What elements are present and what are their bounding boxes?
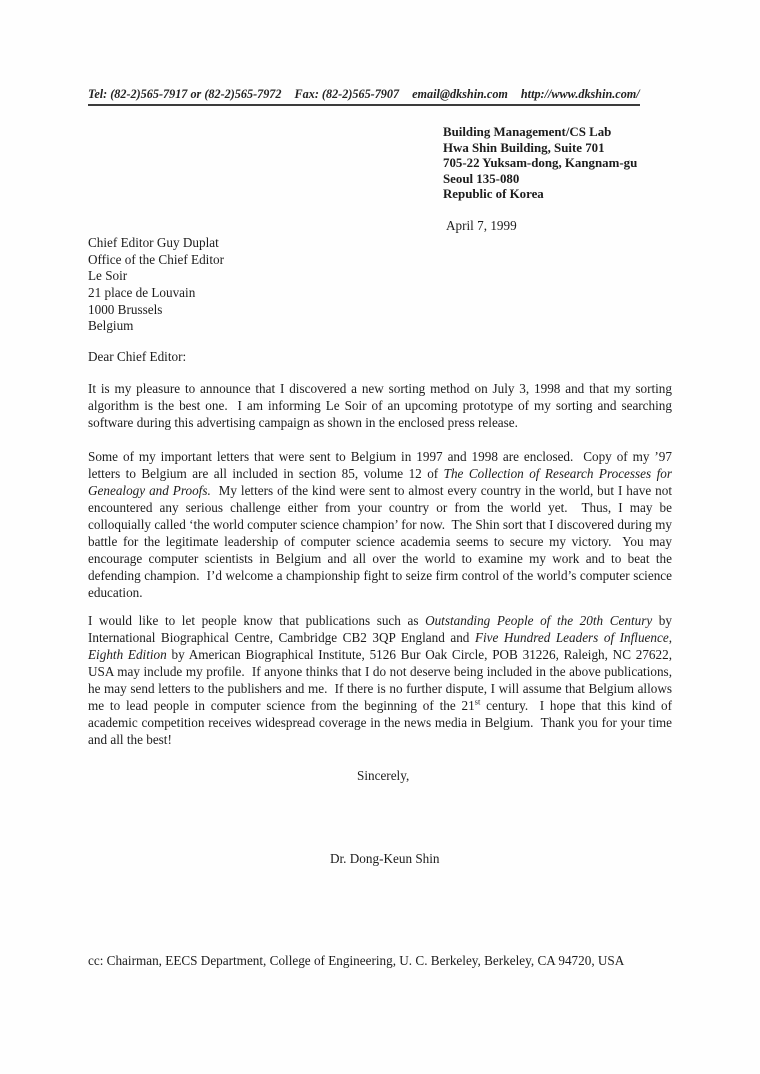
recipient-address-block [88, 235, 672, 335]
body-paragraph-3: I would like to let people know that publications such as Outstanding People of the 20th Century by International Biographical Centre, Cambridge CB2 3QP England and Five Hundred Leaders of Influence, Eighth Edition by American Biographical Institute, 5126 Bur Oak Circle, POB 31226, Raleigh, NC 27622, USA may include my profile. If anyone thinks that I do not deserve being included in the above publications, he may send letters to the publishers and me. If there is no further dispute, I will assume that Belgium allows me to lead people in computer science from the beginning of the 21st century. I hope that this kind of academic competition receives widespread coverage in the news media in Belgium. Thank you for your time and all the best! [88, 613, 676, 748]
sender-address-line: Hwa Shin Building, Suite 701 [443, 140, 605, 155]
body-paragraph-2: Some of my important letters that were sent to Belgium in 1997 and 1998 are enclosed. Copy of my ’97 letters to Belgium are all included in section 85, volume 12 of The Collection of Research Processes for Genealogy and Proofs. My letters of the kind were sent to almost every country in the world, but I have not encountered any serious challenge either from your country or from the world yet. Thus, I may be colloquially called ‘the world computer science champion’ for now. The Shin sort that I discovered during my battle for the legitimate leadership of computer science academia seems to secure my victory. You may encourage computer scientists in Belgium and all over the world to examine my work and to beat the defending champion. I’d welcome a championship fight to seize firm control of the world’s computer science education. [88, 449, 676, 601]
sender-address-line: Building Management/CS Lab [443, 125, 612, 139]
email-text: email@dkshin.com [412, 87, 508, 101]
website-text: http://www.dkshin.com/ [520, 87, 640, 101]
date-line: April 7, 1999 [446, 217, 517, 233]
cc-line: cc: Chairman, EECS Department, College of Engineering, U. C. Berkeley, Berkeley, CA 94720, USA [88, 953, 625, 969]
sender-address-block [443, 125, 672, 203]
body-paragraph-1: It is my pleasure to announce that I discovered a new sorting method on July 3, 1998 and that my sorting algorithm is the best one. I am informing Le Soir of an upcoming prototype of my sorting and searching software during this advertising campaign as shown in the enclosed press release. [88, 381, 676, 431]
recipient-address-line: Le Soir [88, 268, 128, 284]
closing-sincerely: Sincerely, [357, 768, 410, 784]
recipient-address-line: 1000 Brussels [88, 301, 163, 317]
signature-name: Dr. Dong-Keun Shin [330, 851, 440, 867]
sender-address-line: Seoul 135-080 [443, 171, 520, 186]
recipient-address-line: Chief Editor Guy Duplat [88, 234, 219, 250]
sender-address-line: 705-22 Yuksam-dong, Kangnam-gu [443, 156, 638, 171]
header-contact-line [88, 87, 640, 106]
recipient-address-line: Belgium [88, 318, 134, 334]
fax-text: Fax: (82-2)565-7907 [294, 87, 400, 101]
telephone-text: Tel: (82-2)565-7917 or (82-2)565-7972 [88, 87, 282, 101]
header-contact-row [88, 86, 672, 106]
salutation: Dear Chief Editor: [88, 349, 187, 365]
sender-address-line: Republic of Korea [443, 187, 544, 202]
recipient-address-line: 21 place de Louvain [88, 285, 196, 301]
recipient-address-line: Office of the Chief Editor [88, 251, 224, 267]
